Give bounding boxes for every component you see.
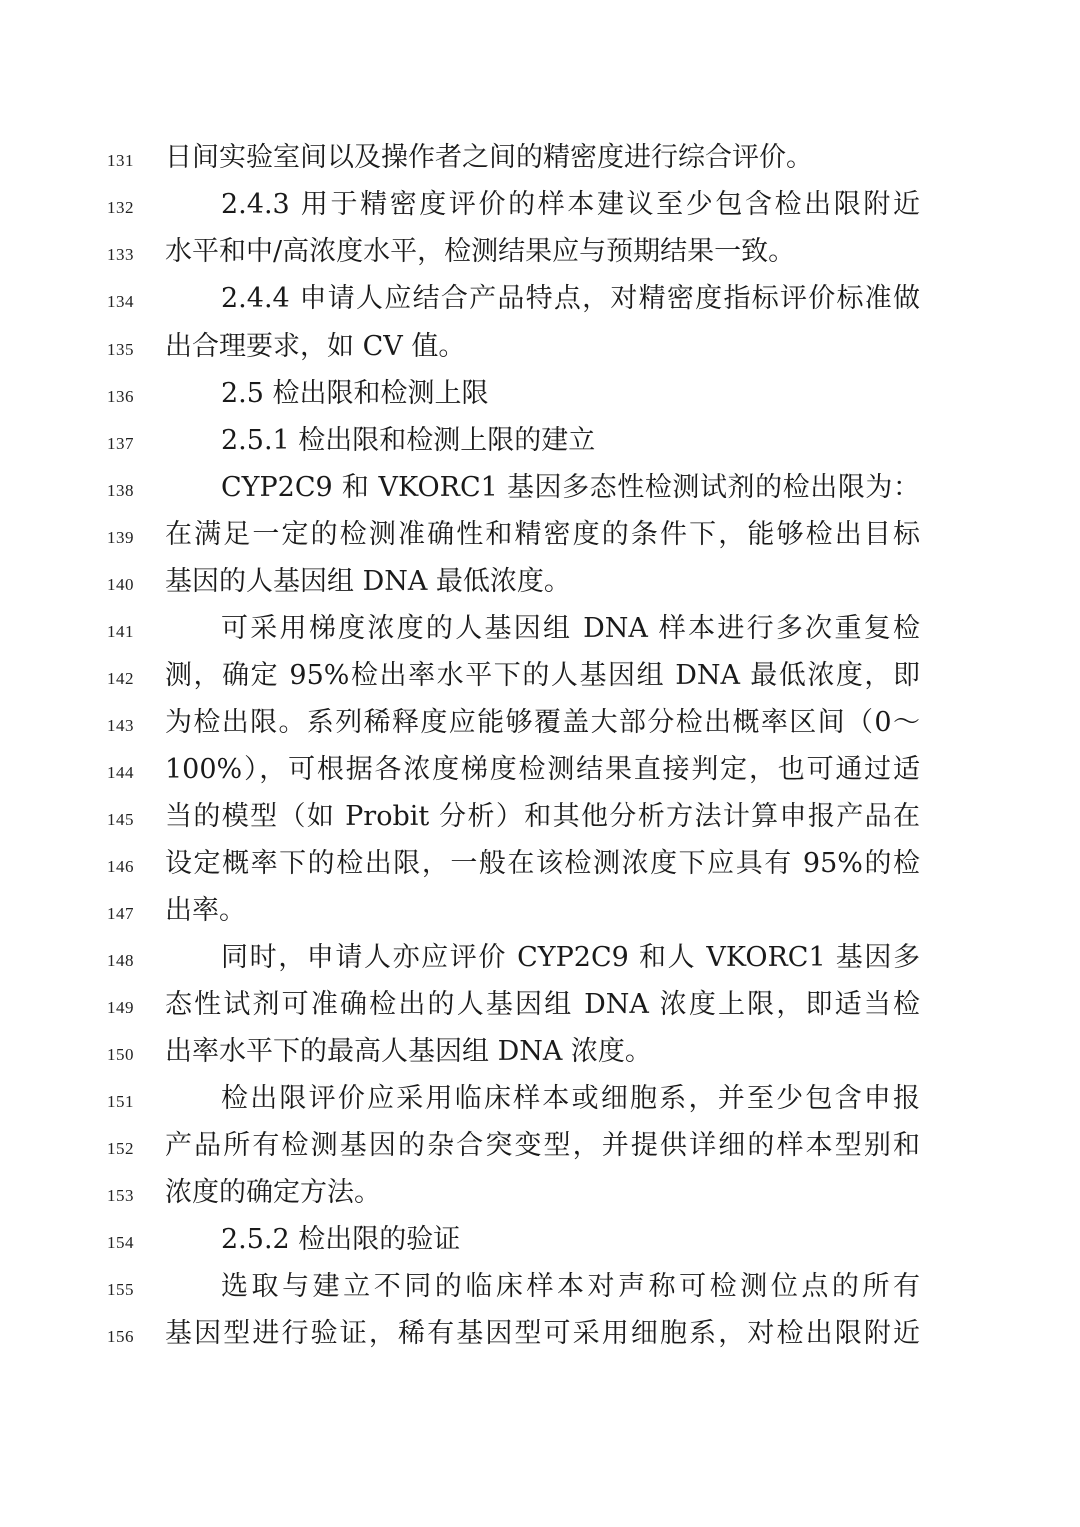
line-number: 151: [107, 1092, 134, 1111]
line-text: 基因的人基因组 DNA 最低浓度。: [165, 566, 571, 597]
line-number: 149: [107, 998, 134, 1017]
text-line: [0, 561, 1080, 608]
line-number: 139: [107, 528, 134, 547]
line-text: 浓度的确定方法。: [165, 1177, 381, 1208]
section-heading: 2.5.2 检出限的验证: [221, 1224, 461, 1255]
line-text: 2.4.4 申请人应结合产品特点，对精密度指标评价标准做: [221, 283, 920, 314]
text-line: [0, 749, 1080, 796]
line-number: 150: [107, 1045, 134, 1064]
section-heading-line: [0, 420, 1080, 467]
text-line: [0, 231, 1080, 278]
text-line: [0, 1031, 1080, 1078]
line-number: 145: [107, 810, 134, 829]
line-text: CYP2C9 和 VKORC1 基因多态性检测试剂的检出限为：: [221, 472, 920, 503]
section-heading-line: [0, 373, 1080, 420]
line-text: 选取与建立不同的临床样本对声称可检测位点的所有: [221, 1271, 920, 1302]
line-number: 131: [107, 151, 134, 170]
line-number: 135: [107, 340, 134, 359]
line-text: 出率。: [165, 895, 246, 926]
text-line: [0, 278, 1080, 325]
text-line: [0, 702, 1080, 749]
text-line: [0, 984, 1080, 1031]
line-text: 态性试剂可准确检出的人基因组 DNA 浓度上限，即适当检: [165, 989, 920, 1020]
text-line: [0, 937, 1080, 984]
line-number: 147: [107, 904, 134, 923]
text-line: [0, 1313, 1080, 1360]
line-text: 设定概率下的检出限，一般在该检测浓度下应具有 95%的检: [165, 848, 920, 879]
line-text: 水平和中/高浓度水平，检测结果应与预期结果一致。: [165, 236, 796, 267]
line-text: 产品所有检测基因的杂合突变型，并提供详细的样本型别和: [165, 1130, 920, 1161]
line-number: 142: [107, 669, 134, 688]
line-number: 133: [107, 245, 134, 264]
text-line: [0, 843, 1080, 890]
line-number: 146: [107, 857, 134, 876]
text-line: [0, 1172, 1080, 1219]
line-text: 基因型进行验证，稀有基因型可采用细胞系，对检出限附近: [165, 1318, 920, 1349]
line-text: 为检出限。系列稀释度应能够覆盖大部分检出概率区间（0～: [165, 707, 920, 738]
line-number: 152: [107, 1139, 134, 1158]
line-number: 156: [107, 1327, 134, 1346]
line-number: 138: [107, 481, 134, 500]
text-line: [0, 1078, 1080, 1125]
line-number: 144: [107, 763, 134, 782]
text-line: [0, 1125, 1080, 1172]
text-line: [0, 796, 1080, 843]
text-line: [0, 137, 1080, 184]
line-number: 141: [107, 622, 134, 641]
section-heading: 2.5 检出限和检测上限: [221, 378, 489, 409]
line-number: 154: [107, 1233, 134, 1252]
line-text: 可采用梯度浓度的人基因组 DNA 样本进行多次重复检: [221, 613, 920, 644]
text-line: [0, 1266, 1080, 1313]
line-number: 134: [107, 292, 134, 311]
section-heading-line: [0, 1219, 1080, 1266]
line-text: 同时，申请人亦应评价 CYP2C9 和人 VKORC1 基因多: [221, 942, 920, 973]
line-text: 当的模型（如 Probit 分析）和其他分析方法计算申报产品在: [165, 801, 920, 832]
line-number: 132: [107, 198, 134, 217]
line-text: 测，确定 95%检出率水平下的人基因组 DNA 最低浓度，即: [165, 660, 920, 691]
line-text: 2.4.3 用于精密度评价的样本建议至少包含检出限附近: [221, 189, 920, 220]
text-line: [0, 890, 1080, 937]
line-number: 143: [107, 716, 134, 735]
line-text: 日间实验室间以及操作者之间的精密度进行综合评价。: [165, 142, 813, 173]
section-heading: 2.5.1 检出限和检测上限的建立: [221, 425, 596, 456]
line-text: 出合理要求，如 CV 值。: [165, 331, 466, 362]
line-number: 137: [107, 434, 134, 453]
line-number: 153: [107, 1186, 134, 1205]
line-number: 136: [107, 387, 134, 406]
line-number: 148: [107, 951, 134, 970]
line-number: 155: [107, 1280, 134, 1299]
line-text: 在满足一定的检测准确性和精密度的条件下，能够检出目标: [165, 519, 920, 550]
text-line: [0, 608, 1080, 655]
text-line: [0, 467, 1080, 514]
text-line: [0, 184, 1080, 231]
text-line: [0, 655, 1080, 702]
line-number: 140: [107, 575, 134, 594]
text-line: [0, 514, 1080, 561]
line-text: 检出限评价应采用临床样本或细胞系，并至少包含申报: [221, 1083, 920, 1114]
line-text: 100%），可根据各浓度梯度检测结果直接判定，也可通过适: [165, 754, 920, 785]
line-text: 出率水平下的最高人基因组 DNA 浓度。: [165, 1036, 652, 1067]
text-line: [0, 326, 1080, 373]
